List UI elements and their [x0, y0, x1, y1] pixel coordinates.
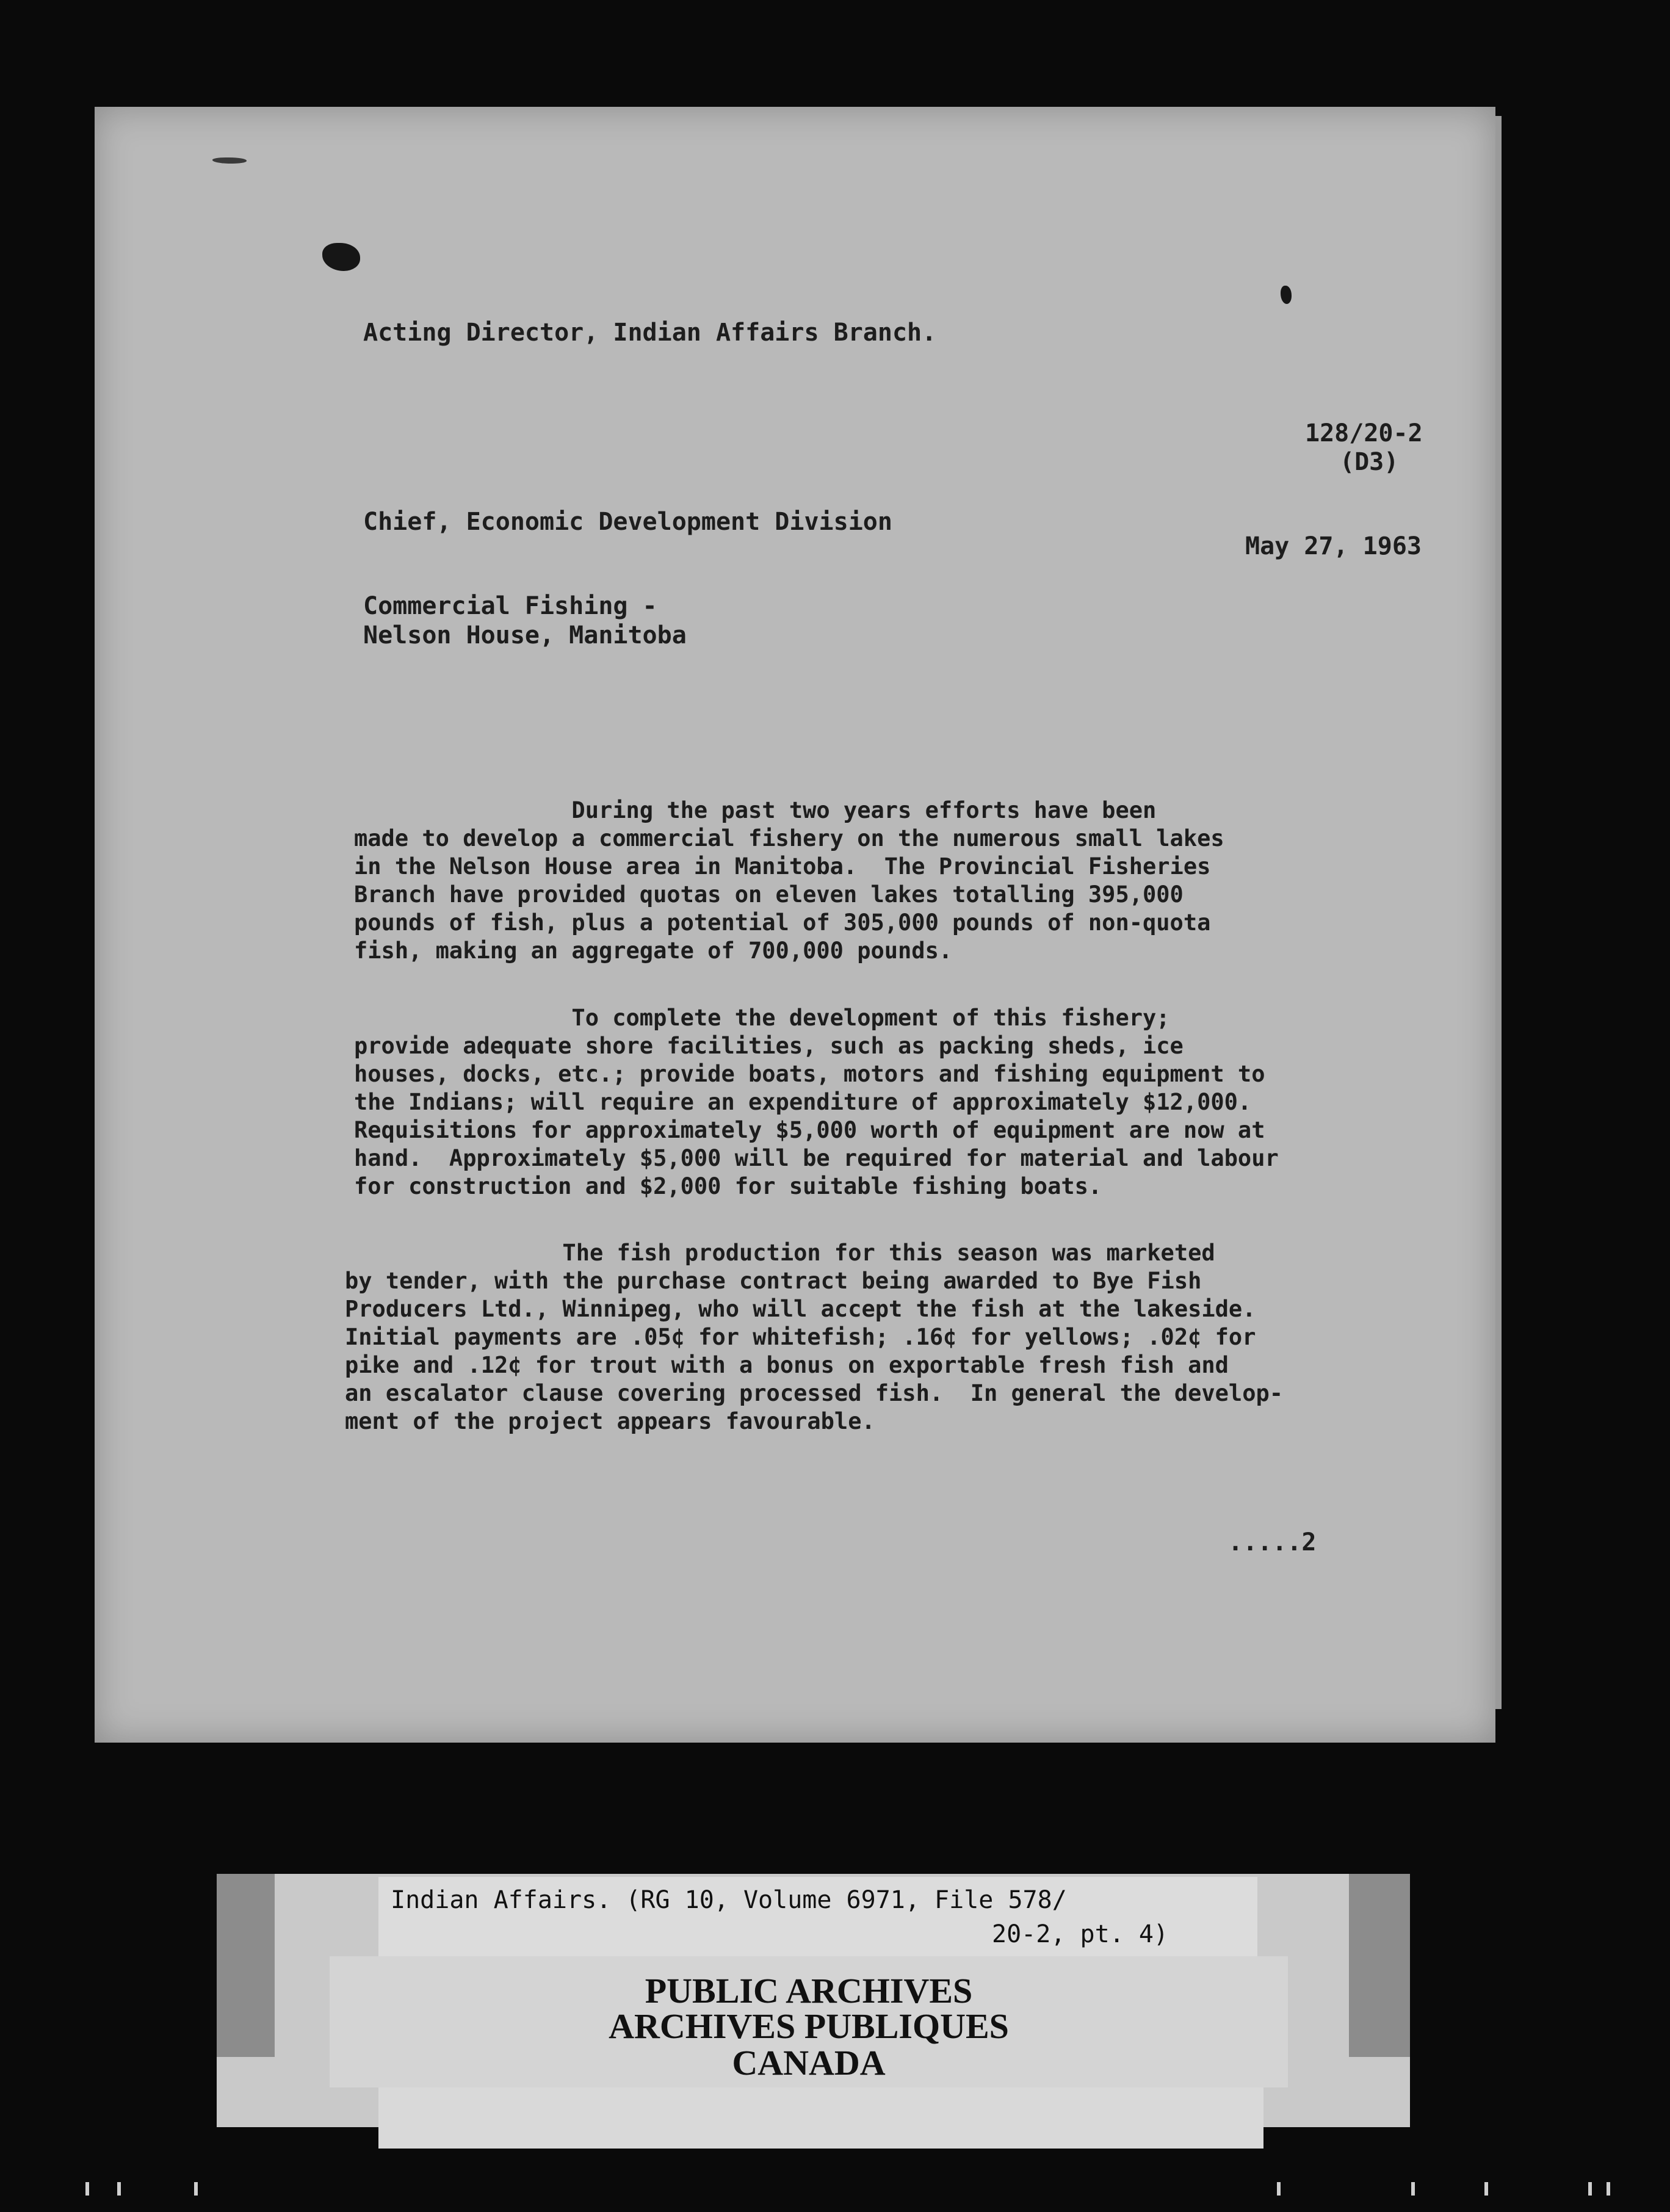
- film-perforation: [1588, 2182, 1592, 2196]
- label-frame-edge: [1349, 1874, 1410, 2057]
- archives-stamp-line-2: ARCHIVES PUBLIQUES: [609, 2006, 1009, 2046]
- film-perforation: [85, 2182, 89, 2196]
- label-frame-edge: [217, 1874, 275, 2057]
- body-paragraph-2: To complete the development of this fishery; provide adequate shore facilities, such as packing sheds, ice houses, docks, etc.; provide boats, motors and fishing equipment to the Indians; will require an expenditure of approximately $12,000. Requisitions for approximately $5,000 worth of equipment are now at hand. Approximately $5,000 will be required for material and labour for construction and $2,000 for suitable fishing boats.: [354, 1005, 1279, 1199]
- addressee: Acting Director, Indian Affairs Branch.: [363, 319, 937, 347]
- file-reference-number: 128/20-2: [1305, 419, 1423, 447]
- film-perforation: [1484, 2182, 1488, 2196]
- sender: Chief, Economic Development Division: [363, 508, 892, 536]
- archives-stamp-line-3: CANADA: [732, 2043, 886, 2083]
- archive-reference-line-1: Indian Affairs. (RG 10, Volume 6971, File 578/: [391, 1886, 1067, 1914]
- subject-line-1: Commercial Fishing -: [363, 592, 657, 620]
- file-reference-code: (D3): [1340, 448, 1399, 476]
- letter-date: May 27, 1963: [1245, 532, 1422, 560]
- film-perforation: [1411, 2182, 1415, 2196]
- ink-speck-mark: [1281, 286, 1292, 304]
- archives-stamp-line-1: PUBLIC ARCHIVES: [645, 1971, 973, 2011]
- film-perforation: [194, 2182, 198, 2196]
- body-paragraph-1: During the past two years efforts have been made to develop a commercial fishery on the numerous small lakes in the Nelson House area in Manitoba. The Provincial Fisheries Branch have provided quotas on eleven lakes totalling 395,000 pounds of fish, plus a potential of 305,000 pounds of non-quota fish, making an aggregate of 700,000 pounds.: [354, 797, 1224, 964]
- archive-reference-line-2: 20-2, pt. 4): [992, 1920, 1168, 1948]
- film-perforation: [1607, 2182, 1610, 2196]
- film-perforation: [117, 2182, 121, 2196]
- label-bottom-strip: [378, 2087, 1263, 2149]
- page-continuation: .....2: [1228, 1528, 1317, 1556]
- film-perforation: [1277, 2182, 1281, 2196]
- subject-line-2: Nelson House, Manitoba: [363, 621, 687, 649]
- body-paragraph-3: The fish production for this season was marketed by tender, with the purchase contract being awarded to Bye Fish Producers Ltd., Winnipeg, who will accept the fish at the lakeside. Initial payments are .05¢ for whitefish; .16¢ for yellows; .02¢ for pike and .12¢ for trout with a bonus on exportable fresh fish and an escalator clause covering processed fish. In general the develop- ment of the project appears favourable.: [345, 1240, 1284, 1434]
